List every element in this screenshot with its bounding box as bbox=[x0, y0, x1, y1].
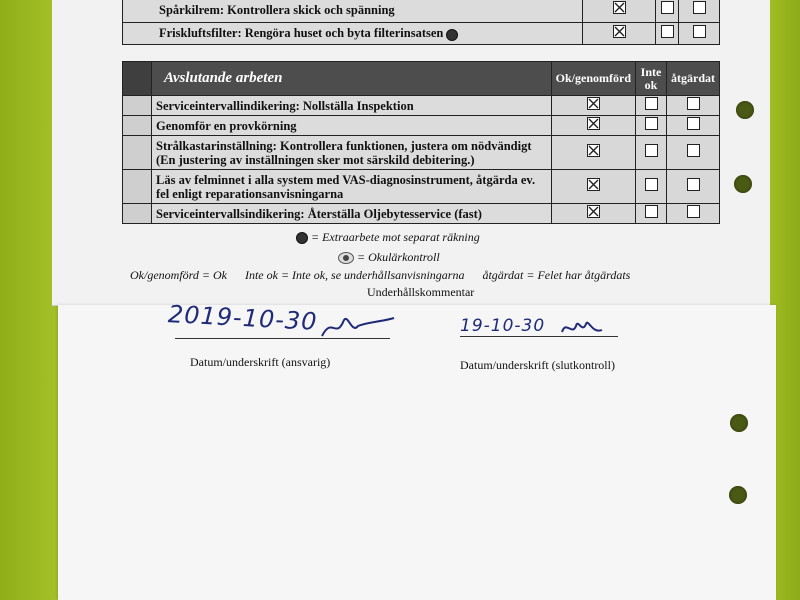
row-gap bbox=[123, 204, 152, 224]
handwritten-date-right: 19-10-30 bbox=[460, 316, 546, 336]
ok-checkbox[interactable] bbox=[551, 136, 635, 170]
row-gap bbox=[123, 96, 152, 116]
ok-checkbox[interactable] bbox=[583, 23, 656, 45]
background-left bbox=[0, 0, 60, 600]
atgardat-checkbox[interactable] bbox=[679, 0, 720, 23]
punch-hole bbox=[729, 486, 747, 504]
empty-box-icon bbox=[687, 117, 700, 130]
ok-checkbox[interactable] bbox=[551, 96, 635, 116]
inte-ok-checkbox[interactable] bbox=[656, 23, 679, 45]
checked-box-icon bbox=[587, 97, 600, 110]
legend-okular bbox=[338, 250, 440, 265]
ok-checkbox[interactable] bbox=[551, 116, 635, 136]
checked-box-icon bbox=[587, 178, 600, 191]
header-gap bbox=[123, 62, 152, 96]
row-label: Serviceintervallsindikering: Återställa Oljebytesservice (fast) bbox=[152, 204, 552, 224]
row-label: Genomför en provkörning bbox=[152, 116, 552, 136]
checked-box-icon bbox=[613, 25, 626, 38]
punch-hole bbox=[734, 175, 752, 193]
inte-ok-checkbox[interactable] bbox=[636, 136, 667, 170]
table-row bbox=[123, 116, 720, 136]
atgardat-checkbox[interactable] bbox=[667, 116, 720, 136]
row-label-text: Spårkilrem: Kontrollera skick och spänning bbox=[159, 2, 395, 17]
row-label: Strålkastarinställning: Kontrollera funktionen, justera om nödvändigt (En justering av inställningen sker mot särskild debitering.) bbox=[152, 136, 552, 170]
atgardat-checkbox[interactable] bbox=[679, 23, 720, 45]
empty-box-icon bbox=[687, 97, 700, 110]
eye-icon bbox=[338, 252, 354, 264]
empty-box-icon bbox=[645, 205, 658, 218]
checked-box-icon bbox=[613, 1, 626, 14]
legend-okular-text: = Okulärkontroll bbox=[357, 250, 440, 264]
extra-work-icon bbox=[296, 232, 308, 244]
legend-definitions: Ok/genomförd = Ok Inte ok = Inte ok, se underhållsanvisningarna åtgärdat = Felet har åtgärdats bbox=[130, 268, 631, 282]
checked-box-icon bbox=[587, 144, 600, 157]
punch-hole bbox=[736, 101, 754, 119]
ok-checkbox[interactable] bbox=[551, 170, 635, 204]
ok-checkbox[interactable] bbox=[583, 0, 656, 23]
table-row bbox=[123, 96, 720, 116]
paper-sheet-bottom bbox=[58, 305, 776, 600]
atgardat-checkbox[interactable] bbox=[667, 136, 720, 170]
caption-right: Datum/underskrift (slutkontroll) bbox=[460, 358, 615, 372]
comment-heading: Underhållskommentar bbox=[367, 285, 475, 299]
table-header bbox=[123, 62, 720, 96]
ok-checkbox[interactable] bbox=[551, 204, 635, 224]
checked-box-icon bbox=[587, 117, 600, 130]
handwritten-date-left: 2019-10-30 bbox=[167, 300, 319, 336]
inte-ok-checkbox[interactable] bbox=[636, 96, 667, 116]
inte-ok-checkbox[interactable] bbox=[636, 170, 667, 204]
section-title: Avslutande arbeten bbox=[152, 62, 552, 96]
empty-box-icon bbox=[693, 25, 706, 38]
row-label-text: Friskluftsfilter: Rengöra huset och byta filterinsatsen bbox=[159, 26, 444, 41]
top-table bbox=[122, 0, 720, 45]
empty-box-icon bbox=[661, 25, 674, 38]
table-row bbox=[123, 0, 720, 23]
punch-hole bbox=[730, 414, 748, 432]
avslutande-table bbox=[122, 61, 720, 224]
checked-box-icon bbox=[587, 205, 600, 218]
empty-box-icon bbox=[645, 178, 658, 191]
empty-box-icon bbox=[645, 97, 658, 110]
empty-box-icon bbox=[687, 205, 700, 218]
atgardat-checkbox[interactable] bbox=[667, 204, 720, 224]
inte-ok-checkbox[interactable] bbox=[656, 0, 679, 23]
table-row bbox=[123, 136, 720, 170]
empty-box-icon bbox=[645, 117, 658, 130]
atgardat-checkbox[interactable] bbox=[667, 170, 720, 204]
inte-ok-checkbox[interactable] bbox=[636, 204, 667, 224]
row-label bbox=[123, 0, 583, 23]
empty-box-icon bbox=[645, 144, 658, 157]
row-gap bbox=[123, 116, 152, 136]
col-atgardat-header: åtgärdat bbox=[667, 62, 720, 96]
row-label: Serviceintervallindikering: Nollställa Inspektion bbox=[152, 96, 552, 116]
legend-extra bbox=[296, 230, 480, 245]
signature-line-right bbox=[460, 336, 618, 337]
table-row bbox=[123, 23, 720, 45]
legend-extra-text: = Extraarbete mot separat räkning bbox=[311, 230, 480, 244]
atgardat-checkbox[interactable] bbox=[667, 96, 720, 116]
empty-box-icon bbox=[693, 1, 706, 14]
row-gap bbox=[123, 136, 152, 170]
row-label bbox=[123, 23, 583, 45]
empty-box-icon bbox=[687, 144, 700, 157]
table-row bbox=[123, 204, 720, 224]
empty-box-icon bbox=[661, 1, 674, 14]
col-ok-header: Ok/genomförd bbox=[551, 62, 635, 96]
table-row bbox=[123, 170, 720, 204]
col-inte-ok-header: Inte ok bbox=[636, 62, 667, 96]
caption-left: Datum/underskrift (ansvarig) bbox=[190, 355, 331, 369]
signature-line-left bbox=[175, 338, 390, 339]
inte-ok-checkbox[interactable] bbox=[636, 116, 667, 136]
row-label: Läs av felminnet i alla system med VAS-diagnosinstrument, åtgärda ev. fel enligt reparationsanvisningarna bbox=[152, 170, 552, 204]
empty-box-icon bbox=[687, 178, 700, 191]
row-gap bbox=[123, 170, 152, 204]
extra-work-icon bbox=[446, 29, 458, 41]
